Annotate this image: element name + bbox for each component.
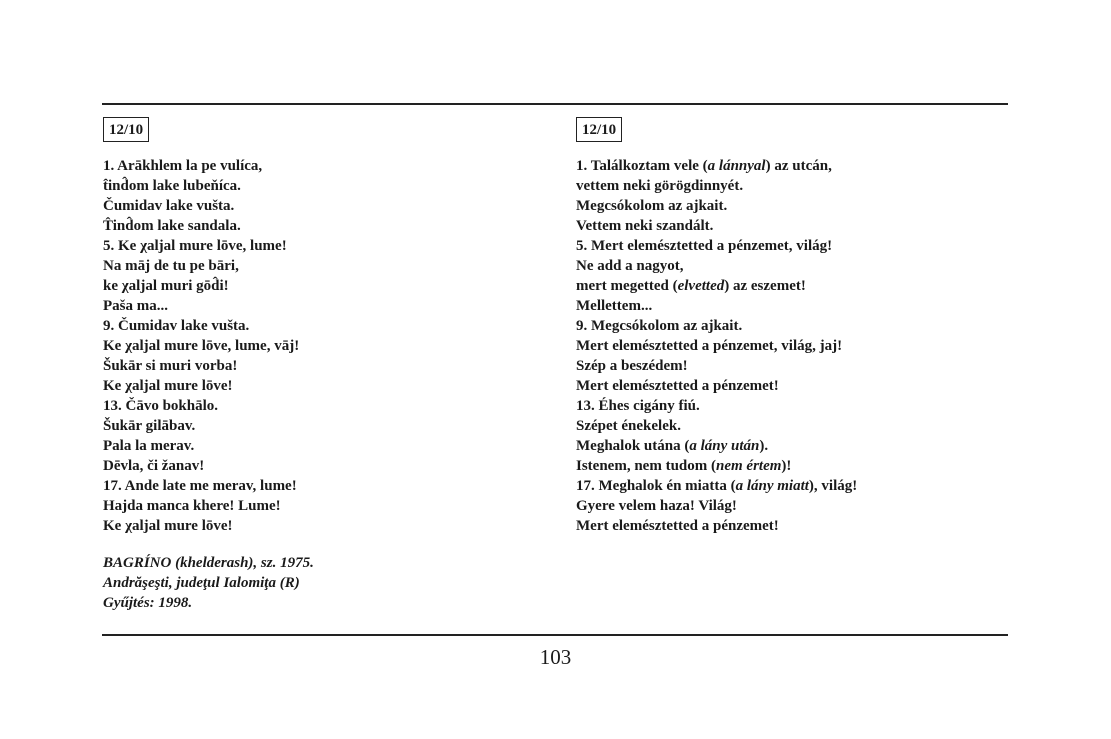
collection-year: Gyűjtés: 1998. bbox=[103, 595, 193, 611]
verse-line: Šukār si muri vorba! bbox=[103, 358, 238, 374]
verse-line: T̂ind̂om lake sandala. bbox=[103, 218, 241, 234]
translation-text: ) az eszemet! bbox=[724, 278, 806, 294]
verse-line: t̂ind̂om lake lubeňíca. bbox=[103, 178, 241, 194]
translation-text: ). bbox=[759, 438, 769, 454]
verse-line: Hajda manca khere! Lume! bbox=[103, 498, 281, 514]
translation-line bbox=[576, 396, 1006, 416]
translation-text: Szépet énekelek. bbox=[576, 418, 681, 434]
verse-line: 13. Čāvo bokhālo. bbox=[103, 398, 219, 414]
translation-gloss: nem értem bbox=[716, 458, 782, 474]
translation-text: Istenem, nem tudom ( bbox=[576, 458, 716, 474]
verse-line: Paša ma... bbox=[103, 298, 168, 314]
translation-text: )! bbox=[781, 458, 792, 474]
song-number-badge: 12/10 bbox=[103, 117, 149, 142]
translation-line bbox=[576, 456, 1006, 476]
location-credit: Andrăşeşti, judeţul Ialomiţa (R) bbox=[103, 575, 300, 591]
romani-verse bbox=[103, 156, 533, 536]
verse-line: Šukār gilābav. bbox=[103, 418, 196, 434]
translation-line bbox=[576, 356, 1006, 376]
translation-text: vettem neki görögdinnyét. bbox=[576, 178, 744, 194]
translation-text: 13. Éhes cigány fiú. bbox=[576, 398, 700, 414]
translation-line bbox=[576, 476, 1006, 496]
translation-line bbox=[576, 516, 1006, 536]
translation-line bbox=[576, 276, 1006, 296]
top-rule bbox=[102, 103, 1008, 105]
translation-text: Mert elemésztetted a pénzemet! bbox=[576, 518, 779, 534]
translation-line bbox=[576, 176, 1006, 196]
translation-text: 5. Mert elemésztetted a pénzemet, világ! bbox=[576, 238, 833, 254]
verse-line: Ke χaljal mure lōve! bbox=[103, 378, 233, 394]
translation-text: Szép a beszédem! bbox=[576, 358, 688, 374]
translation-text: 17. Meghalok én miatta ( bbox=[576, 478, 736, 494]
romani-column bbox=[103, 117, 533, 613]
hungarian-translation bbox=[576, 156, 1006, 536]
translation-line bbox=[576, 376, 1006, 396]
verse-line: 5. Ke χaljal mure lōve, lume! bbox=[103, 238, 287, 254]
page-number: 103 bbox=[539, 645, 572, 669]
translation-line bbox=[576, 236, 1006, 256]
verse-line: Na māj de tu pe bāri, bbox=[103, 258, 239, 274]
translation-text: Meghalok utána ( bbox=[576, 438, 690, 454]
verse-line: 1. Arākhlem la pe vulíca, bbox=[103, 158, 263, 174]
translation-line bbox=[576, 416, 1006, 436]
translation-line bbox=[576, 336, 1006, 356]
song-number-badge: 12/10 bbox=[576, 117, 622, 142]
translation-gloss: a lány után bbox=[689, 438, 760, 454]
translation-gloss: elvetted bbox=[677, 278, 725, 294]
translation-line bbox=[576, 296, 1006, 316]
translation-text: mert megetted ( bbox=[576, 278, 678, 294]
hungarian-column bbox=[576, 117, 1006, 536]
translation-text: Megcsókolom az ajkait. bbox=[576, 198, 728, 214]
translation-gloss: a lánnyal bbox=[707, 158, 766, 174]
translation-text: Mellettem... bbox=[576, 298, 653, 314]
verse-line: Čumidav lake vušta. bbox=[103, 198, 235, 214]
translation-text: 9. Megcsókolom az ajkait. bbox=[576, 318, 743, 334]
verse-line: 17. Ande late me merav, lume! bbox=[103, 478, 297, 494]
translation-line bbox=[576, 256, 1006, 276]
verse-line: Ke χaljal mure lōve! bbox=[103, 518, 233, 534]
translation-text: ) az utcán, bbox=[765, 158, 832, 174]
verse-line: 9. Čumidav lake vušta. bbox=[103, 318, 250, 334]
translation-text: Mert elemésztetted a pénzemet! bbox=[576, 378, 779, 394]
translation-text: Gyere velem haza! Világ! bbox=[576, 498, 737, 514]
verse-line: Dēvla, či žanav! bbox=[103, 458, 205, 474]
singer-credit: BAGRÍNO (khelderash), sz. 1975. bbox=[103, 555, 314, 571]
verse-line: ke χaljal muri gōd̂i! bbox=[103, 278, 229, 294]
translation-line bbox=[576, 496, 1006, 516]
translation-text: Mert elemésztetted a pénzemet, világ, jaj! bbox=[576, 338, 843, 354]
bottom-rule bbox=[102, 634, 1008, 636]
translation-line bbox=[576, 316, 1006, 336]
translation-line bbox=[576, 156, 1006, 176]
translation-text: 1. Találkoztam vele ( bbox=[576, 158, 708, 174]
translation-line bbox=[576, 196, 1006, 216]
verse-line: Ke χaljal mure lōve, lume, vāj! bbox=[103, 338, 300, 354]
translation-text: Vettem neki szandált. bbox=[576, 218, 714, 234]
verse-line: Pala la merav. bbox=[103, 438, 195, 454]
translation-text: ), világ! bbox=[808, 478, 858, 494]
translation-gloss: a lány miatt bbox=[735, 478, 809, 494]
translation-line bbox=[576, 436, 1006, 456]
translation-line bbox=[576, 216, 1006, 236]
translation-text: Ne add a nagyot, bbox=[576, 258, 684, 274]
collection-credits bbox=[103, 553, 533, 613]
